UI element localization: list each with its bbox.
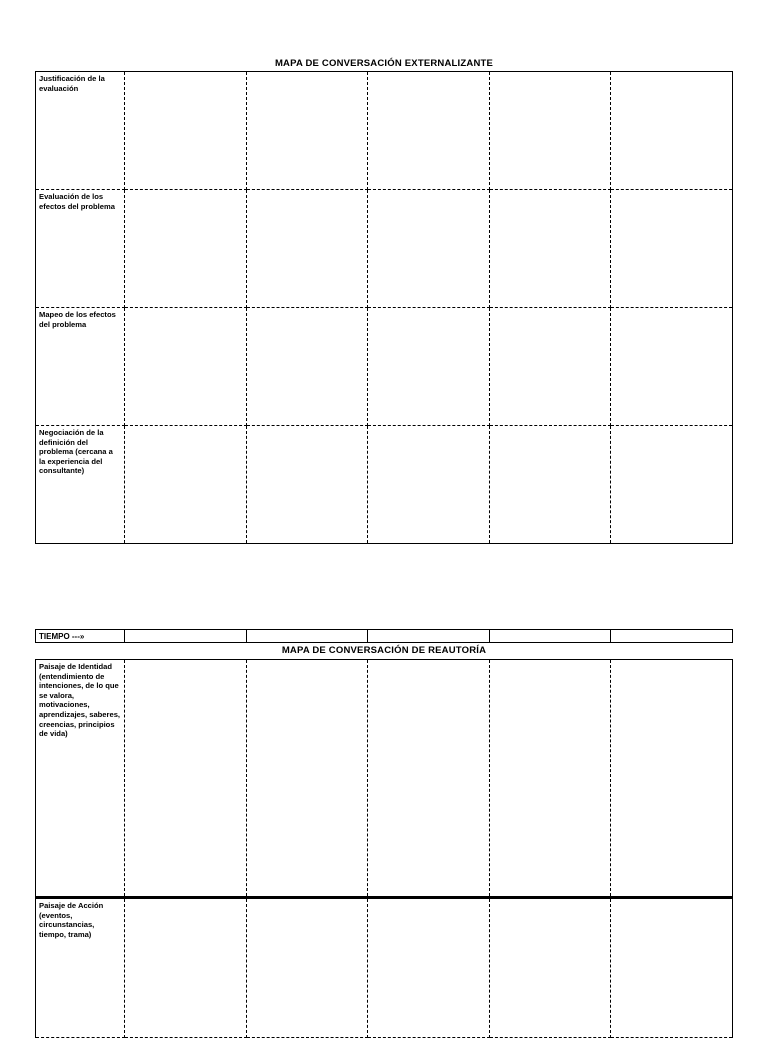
cell[interactable]	[489, 660, 611, 898]
cell[interactable]	[125, 72, 247, 190]
cell[interactable]	[489, 898, 611, 1038]
row-label: Justificación de la evaluación	[36, 72, 125, 190]
tiempo-cell[interactable]	[611, 630, 733, 643]
cell[interactable]	[246, 72, 368, 190]
cell[interactable]	[368, 660, 490, 898]
tiempo-row	[35, 629, 733, 643]
tiempo-label: TIEMPO ---»	[36, 630, 125, 643]
row-label: Mapeo de los efectos del problema	[36, 308, 125, 426]
cell[interactable]	[125, 190, 247, 308]
cell[interactable]	[611, 426, 733, 544]
cell[interactable]	[125, 660, 247, 898]
row-label: Evaluación de los efectos del problema	[36, 190, 125, 308]
cell[interactable]	[611, 72, 733, 190]
cell[interactable]	[246, 426, 368, 544]
cell[interactable]	[125, 308, 247, 426]
externalizing-map-table	[35, 71, 733, 544]
cell[interactable]	[611, 308, 733, 426]
cell[interactable]	[611, 660, 733, 898]
cell[interactable]	[368, 190, 490, 308]
map2-title: MAPA DE CONVERSACIÓN DE REAUTORÍA	[281, 645, 487, 656]
cell[interactable]	[489, 426, 611, 544]
cell[interactable]	[489, 72, 611, 190]
row-label: Negociación de la definición del problema (cercana a la experiencia del consultante)	[36, 426, 125, 544]
cell[interactable]	[246, 660, 368, 898]
cell[interactable]	[125, 898, 247, 1038]
cell[interactable]	[246, 308, 368, 426]
cell[interactable]	[368, 308, 490, 426]
cell[interactable]	[246, 190, 368, 308]
tiempo-cell[interactable]	[125, 630, 247, 643]
map1-title: MAPA DE CONVERSACIÓN EXTERNALIZANTE	[274, 58, 494, 69]
cell[interactable]	[611, 898, 733, 1038]
cell[interactable]	[368, 72, 490, 190]
reauthoring-map-table	[35, 659, 733, 1038]
cell[interactable]	[368, 426, 490, 544]
tiempo-cell[interactable]	[368, 630, 490, 643]
row-label: Paisaje de Identidad (entendimiento de intenciones, de lo que se valora, motivaciones, aprendizajes, saberes, creencias, principios de vida)	[36, 660, 125, 898]
tiempo-cell[interactable]	[246, 630, 368, 643]
cell[interactable]	[489, 308, 611, 426]
cell[interactable]	[125, 426, 247, 544]
row-label: Paisaje de Acción (eventos, circunstancias, tiempo, trama)	[36, 898, 125, 1038]
tiempo-cell[interactable]	[489, 630, 611, 643]
cell[interactable]	[611, 190, 733, 308]
cell[interactable]	[246, 898, 368, 1038]
cell[interactable]	[368, 898, 490, 1038]
cell[interactable]	[489, 190, 611, 308]
